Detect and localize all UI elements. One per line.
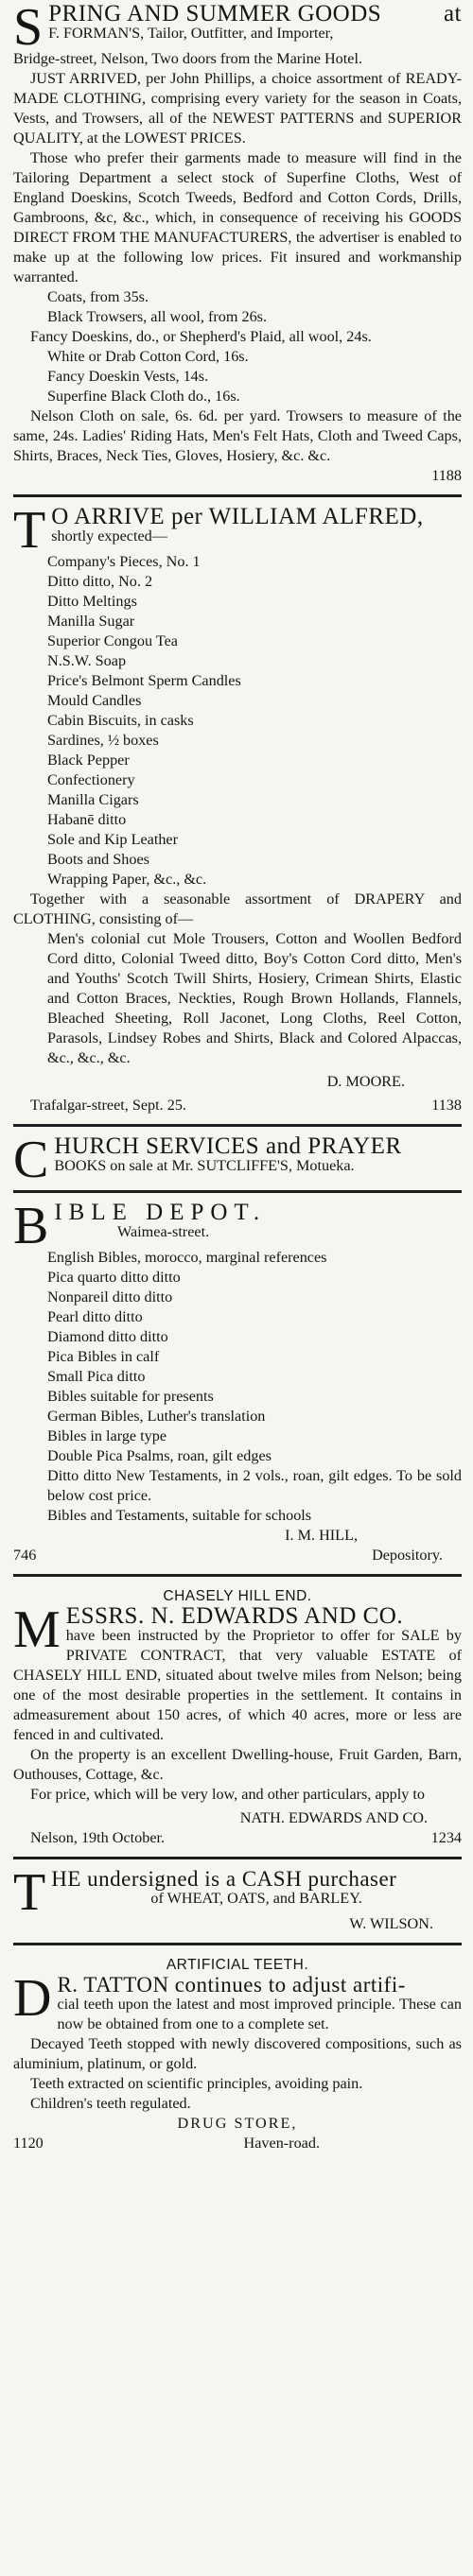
list-item: Wrapping Paper, &c., &c. xyxy=(47,871,207,888)
ad-subheadline: shortly expected— xyxy=(51,527,167,545)
ad-paragraph: Those who prefer their garments made to measure will find in the Tailoring Department a select stock of Superfine Cloths, West of England Doeskins, Scotch Tweeds, Bedford and Cotton Cords, Drills, Gambroons, &c, &c., which, in consequence of receiving his GOODS DIRECT FROM THE MANUFACTURERS, the advertiser is enabled to make up at the following low prices. Fit insured and workmanship warranted. xyxy=(13,149,462,285)
ad-signature: I. M. HILL, xyxy=(285,1527,358,1544)
list-item: Double Pica Psalms, roan, gilt edges xyxy=(47,1447,272,1464)
ad-bible-depot xyxy=(13,1197,462,1565)
list-item: Habanē ditto xyxy=(47,811,127,828)
price-item: Fancy Doeskins, do., or Shepherd's Plaid, all wool, 24s. xyxy=(30,328,372,345)
list-item: Ditto ditto New Testaments, in 2 vols., roan, gilt edges. To be sold below cost price. xyxy=(47,1467,462,1504)
price-item: Superfine Black Cloth do., 16s. xyxy=(47,388,240,405)
list-item: Sardines, ½ boxes xyxy=(47,732,159,749)
ad-headline: HE undersigned is a CASH purchaser xyxy=(51,1867,397,1891)
ad-footer xyxy=(13,1096,462,1115)
ad-headline: R. TATTON continues to adjust artifi- xyxy=(57,1973,406,1997)
ad-title: CHASELY HILL END. xyxy=(163,1588,312,1604)
list-item: Cabin Biscuits, in casks xyxy=(47,712,194,729)
list-item: Superior Congou Tea xyxy=(47,632,178,649)
ad-number: 1234 xyxy=(430,1829,462,1846)
ad-paragraph: Decayed Teeth stopped with newly discovered compositions, such as aluminium, platinum, or gold. xyxy=(13,2035,462,2072)
list-item: Black Pepper xyxy=(47,752,130,769)
list-item: Bibles in large type xyxy=(47,1427,167,1444)
drop-cap: B xyxy=(13,1197,49,1255)
list-item: English Bibles, morocco, marginal references xyxy=(47,1249,327,1266)
ad-address: Bridge-street, Nelson, Two doors from the Marine Hotel. xyxy=(13,50,362,67)
drop-cap: M xyxy=(13,1600,61,1659)
price-item: Fancy Doeskin Vests, 14s. xyxy=(47,368,209,385)
ad-headline: IBLE DEPOT. xyxy=(54,1200,267,1225)
ad-headline-block xyxy=(13,1600,462,1659)
ad-headline-block xyxy=(13,0,462,57)
ad-number: 746 xyxy=(13,1547,37,1564)
list-item: Mould Candles xyxy=(47,692,142,709)
ad-wilson-cash-purchaser xyxy=(13,1863,462,1934)
ad-paragraph: Men's colonial cut Mole Trousers, Cotton and Woollen Bedford Cord ditto, Colonial Tweed ditto, Boy's Cotton Cord ditto, Men's and Youths' Scotch Twill Shirts, Hosiery, Crimean Shirts, Elastic and Cotton Braces, Neckties, Rough Brown Hollands, Flannels, Bleached Sheeting, Roll Jaconet, Long Cloths, Reel Cotton, Parasols, Lindsey Robes and Shirts, Black and Colored Alpaccas, &c., &c., &c. xyxy=(47,930,462,1066)
list-item: Manilla Sugar xyxy=(47,613,135,630)
drop-cap: S xyxy=(13,0,44,57)
ad-title: ARTIFICIAL TEETH. xyxy=(166,1957,309,1973)
list-item: German Bibles, Luther's translation xyxy=(47,1408,266,1425)
drop-cap: D xyxy=(13,1969,52,2028)
ad-artificial-teeth xyxy=(13,1955,462,2153)
ad-number: 1138 xyxy=(431,1097,462,1114)
price-item: Coats, from 35s. xyxy=(47,288,149,305)
ad-paragraph: JUST ARRIVED, per John Phillips, a choice assortment of READY-MADE CLOTHING, comprising every variety for the season in Coats, Vests, and Trowsers, all of the NEWEST PATTERNS and SUPERIOR QUALITY, at the LOWEST PRICES. xyxy=(13,70,462,147)
list-item: Pica quarto ditto ditto xyxy=(47,1269,181,1286)
ad-store-name: DRUG STORE, xyxy=(177,2115,298,2132)
list-item: Small Pica ditto xyxy=(47,1368,146,1385)
divider-rule xyxy=(13,1124,462,1127)
ad-paragraph: Children's teeth regulated. xyxy=(30,2095,191,2112)
ad-church-services xyxy=(13,1131,462,1189)
ad-paragraph: cial teeth upon the latest and most improved principle. These can now be obtained from one to a complete set. xyxy=(57,1996,462,2032)
list-item: Nonpareil ditto ditto xyxy=(47,1288,173,1305)
divider-rule xyxy=(13,1190,462,1193)
ad-address: Haven-road. xyxy=(243,2135,320,2152)
ad-headline-block xyxy=(13,1863,462,1922)
ad-paragraph: have been instructed by the Proprietor to offer for SALE by PRIVATE CONTRACT, that very valuable ESTATE of CHASELY HILL END, situated about twelve miles from Nelson; being one of the most desirable properties in the settlement. It contains in admeasurement about 150 acres, of which 40 acres, more or less are fenced in and cultivated. xyxy=(13,1627,462,1743)
divider-rule xyxy=(13,1574,462,1577)
price-item: White or Drab Cotton Cord, 16s. xyxy=(47,348,249,365)
list-item: Confectionery xyxy=(47,771,135,788)
drop-cap: C xyxy=(13,1131,49,1189)
divider-rule xyxy=(13,1943,462,1945)
ad-paragraph: Nelson Cloth on sale, 6s. 6d. per yard. Trowsers to measure of the same, 24s. Ladies' Riding Hats, Men's Felt Hats, Cloth and Tweed Caps, Shirts, Braces, Neck Ties, Gloves, Hosiery, &c. &c. xyxy=(13,407,462,464)
ad-subheadline: F. FORMAN'S, Tailor, Outfitter, and Importer, xyxy=(48,25,334,42)
ad-william-alfred xyxy=(13,501,462,1115)
list-item: Diamond ditto ditto xyxy=(47,1328,168,1345)
ad-paragraph: Together with a seasonable assortment of DRAPERY and CLOTHING, consisting of— xyxy=(13,890,462,927)
ad-headline-tail: at xyxy=(443,1,462,26)
drop-cap: T xyxy=(13,501,46,560)
list-item: Bibles suitable for presents xyxy=(47,1388,214,1405)
divider-rule xyxy=(13,1857,462,1859)
ad-footer xyxy=(13,1828,462,1848)
list-item: Ditto Meltings xyxy=(47,593,137,610)
ad-paragraph: Teeth extracted on scientific principles, avoiding pain. xyxy=(30,2075,363,2092)
ad-headline-block xyxy=(13,1131,462,1189)
list-item: Pearl ditto ditto xyxy=(47,1308,143,1325)
ad-signature: W. WILSON. xyxy=(349,1915,433,1932)
list-item: Manilla Cigars xyxy=(47,791,139,808)
price-item: Black Trowsers, all wool, from 26s. xyxy=(47,308,268,325)
ad-signature: NATH. EDWARDS AND CO. xyxy=(239,1809,428,1826)
list-item: N.S.W. Soap xyxy=(47,652,127,669)
list-item: Ditto ditto, No. 2 xyxy=(47,573,153,590)
ad-signature: D. MOORE. xyxy=(326,1073,405,1090)
ad-number: 1120 xyxy=(13,2135,44,2152)
ad-place-date: Nelson, 19th October. xyxy=(30,1829,166,1846)
ad-paragraph: For price, which will be very low, and other particulars, apply to xyxy=(30,1786,426,1803)
ad-subheadline: BOOKS on sale at Mr. SUTCLIFFE'S, Motueka. xyxy=(54,1157,355,1174)
ad-headline-block xyxy=(13,1197,462,1255)
list-item: Boots and Shoes xyxy=(47,851,149,868)
ad-number: 1188 xyxy=(431,467,462,484)
ad-paragraph: On the property is an excellent Dwelling-house, Fruit Garden, Barn, Outhouses, Cottage, &c. xyxy=(13,1746,462,1783)
list-item: Sole and Kip Leather xyxy=(47,831,178,848)
list-item: Price's Belmont Sperm Candles xyxy=(47,672,241,689)
ad-headline: HURCH SERVICES and PRAYER xyxy=(54,1133,402,1159)
ad-footer xyxy=(13,2134,462,2153)
ad-headline: ESSRS. N. EDWARDS AND CO. xyxy=(65,1603,404,1629)
ad-chasely-hill-end xyxy=(13,1586,462,1848)
ad-spring-summer-goods xyxy=(13,0,462,486)
divider-rule xyxy=(13,494,462,497)
ad-subheadline: of WHEAT, OATS, and BARLEY. xyxy=(150,1890,362,1907)
drop-cap: T xyxy=(13,1863,46,1922)
ad-footer xyxy=(13,1546,462,1565)
ad-headline: PRING AND SUMMER GOODS xyxy=(48,1,382,26)
list-item: Company's Pieces, No. 1 xyxy=(47,553,201,570)
ad-depository-label: Depository. xyxy=(372,1547,443,1564)
ad-headline-block xyxy=(13,501,462,560)
ad-headline: O ARRIVE per WILLIAM ALFRED, xyxy=(51,504,424,529)
list-item: Pica Bibles in calf xyxy=(47,1348,160,1365)
ad-subheadline: Waimea-street. xyxy=(117,1223,210,1240)
list-item: Bibles and Testaments, suitable for schools xyxy=(47,1507,312,1524)
ad-place-date: Trafalgar-street, Sept. 25. xyxy=(30,1097,186,1114)
